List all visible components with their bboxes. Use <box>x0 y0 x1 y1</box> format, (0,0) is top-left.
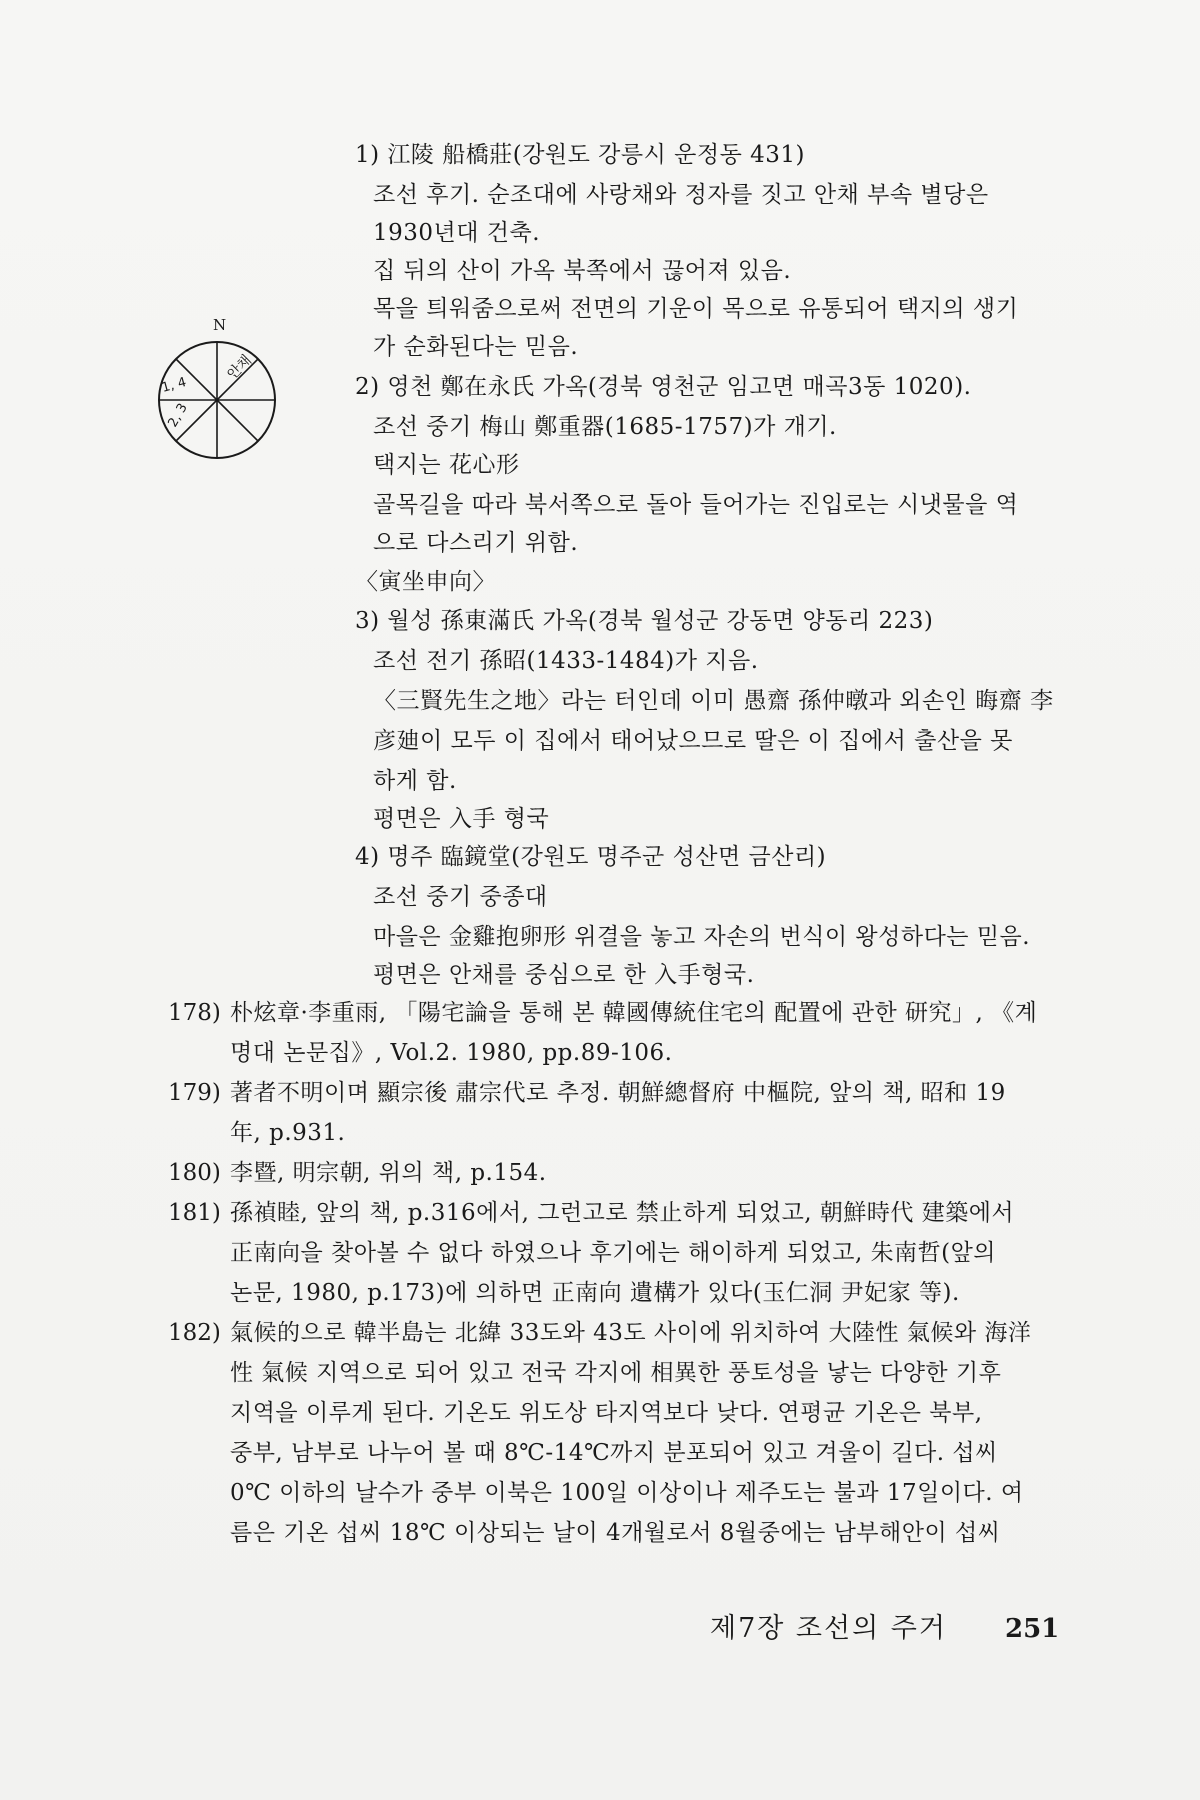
footnote-line: 명대 논문집》, Vol.2. 1980, pp.89-106. <box>230 1040 673 1066</box>
item-3-line: 평면은 入手 형국 <box>373 806 550 832</box>
compass-sector-label-2-3: 2, 3 <box>165 401 191 430</box>
item-3-line: 〈三賢先生之地〉라는 터인데 이미 愚齋 孫仲暾과 외손인 晦齋 李 <box>373 688 1054 714</box>
item-2-heading: 2) 영천 鄭在永氏 가옥(경북 영천군 임고면 매곡3동 1020). <box>355 374 972 400</box>
footnote-line: 지역을 이루게 된다. 기온도 위도상 타지역보다 낮다. 연평균 기온은 북부, <box>230 1400 983 1426</box>
footnote-line: 논문, 1980, p.173)에 의하면 正南向 遺構가 있다(玉仁洞 尹妃家 等). <box>230 1280 960 1306</box>
footnote-line: 름은 기온 섭씨 18℃ 이상되는 날이 4개월로서 8월중에는 남부해안이 섭씨 <box>230 1520 1001 1546</box>
item-4-line: 조선 중기 중종대 <box>373 884 548 910</box>
footnote-line: 중부, 남부로 나누어 볼 때 8℃-14℃까지 분포되어 있고 겨울이 길다. 섭씨 <box>230 1440 998 1466</box>
footnote-number: 179) <box>168 1080 221 1106</box>
footnote-number: 182) <box>168 1320 221 1346</box>
item-4-line: 평면은 안채를 중심으로 한 入手형국. <box>373 962 755 988</box>
footnote-line: 著者不明이며 顯宗後 肅宗代로 추정. 朝鮮總督府 中樞院, 앞의 책, 昭和 19 <box>230 1080 1006 1106</box>
item-1-line: 1930년대 건축. <box>373 220 541 246</box>
item-3-line: 조선 전기 孫昭(1433-1484)가 지음. <box>373 648 759 674</box>
item-2-line: 조선 중기 梅山 鄭重器(1685-1757)가 개기. <box>373 414 837 440</box>
footnote-line: 正南向을 찾아볼 수 없다 하였으나 후기에는 해이하게 되었고, 朱南哲(앞의 <box>230 1240 997 1266</box>
footnote-number: 180) <box>168 1160 221 1186</box>
item-2-line: 택지는 花心形 <box>373 452 520 478</box>
item-1-line: 목을 틔워줌으로써 전면의 기운이 목으로 유통되어 택지의 생기 <box>373 296 1019 322</box>
item-4-line: 마을은 金雞抱卵形 위결을 놓고 자손의 번식이 왕성하다는 믿음. <box>373 924 1031 950</box>
item-2-line: 으로 다스리기 위함. <box>373 530 579 556</box>
item-3-line: 하게 함. <box>373 768 457 794</box>
item-3-heading: 3) 월성 孫東滿氏 가옥(경북 월성군 강동면 양동리 223) <box>355 608 934 634</box>
footnote-line: 李暨, 明宗朝, 위의 책, p.154. <box>230 1160 547 1186</box>
footnote-line: 年, p.931. <box>230 1120 346 1146</box>
orientation-heading: 〈寅坐申向〉 <box>355 569 496 595</box>
footnote-number: 178) <box>168 1000 221 1026</box>
compass-sector-label-1-4: 1, 4 <box>160 374 189 396</box>
compass-north-label: N <box>213 318 227 334</box>
footnote-line: 氣候的으로 韓半島는 北緯 33도와 43도 사이에 위치하여 大陸性 氣候와 海洋 <box>230 1320 1032 1346</box>
running-footer-chapter: 제7장 조선의 주거 <box>710 1613 947 1644</box>
footnote-number: 181) <box>168 1200 221 1226</box>
compass-sector-label-anchae: 안채 <box>224 352 255 383</box>
footnote-line: 性 氣候 지역으로 되어 있고 전국 각지에 相異한 풍토성을 낳는 다양한 기후 <box>230 1360 1002 1386</box>
footnote-line: 孫禎睦, 앞의 책, p.316에서, 그런고로 禁止하게 되었고, 朝鮮時代 建築에서 <box>230 1200 1015 1226</box>
item-1-line: 조선 후기. 순조대에 사랑채와 정자를 짓고 안채 부속 별당은 <box>373 182 989 208</box>
item-1-heading: 1) 江陵 船橋莊(강원도 강릉시 운정동 431) <box>355 142 805 168</box>
footnote-line: 朴炫章·李重雨, 「陽宅論을 통해 본 韓國傳統住宅의 配置에 관한 研究」, 《계 <box>230 1000 1038 1026</box>
compass-sector-lines <box>159 342 275 458</box>
item-2-line: 골목길을 따라 북서쪽으로 돌아 들어가는 진입로는 시냇물을 역 <box>373 492 1019 518</box>
page-number: 251 <box>1005 1614 1060 1644</box>
footnote-line: 0℃ 이하의 날수가 중부 이북은 100일 이상이나 제주도는 불과 17일이다. 여 <box>230 1480 1024 1506</box>
item-1-line: 집 뒤의 산이 가옥 북쪽에서 끊어져 있음. <box>373 258 792 284</box>
item-3-line: 彦廸이 모두 이 집에서 태어났으므로 딸은 이 집에서 출산을 못 <box>373 728 1013 754</box>
item-1-line: 가 순화된다는 믿음. <box>373 334 579 360</box>
item-4-heading: 4) 명주 臨鏡堂(강원도 명주군 성산면 금산리) <box>355 844 827 870</box>
compass-diagram <box>145 318 295 468</box>
